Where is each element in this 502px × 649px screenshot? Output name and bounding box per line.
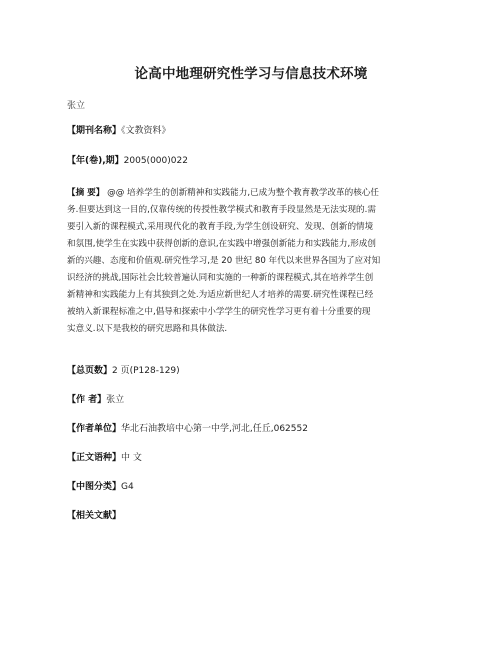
- author-field: [67, 395, 124, 406]
- author-name: 张立: [67, 101, 86, 111]
- classification-field: [67, 482, 134, 493]
- author-label: 【作 者】: [67, 395, 107, 405]
- year-field: [67, 156, 188, 167]
- abstract-line: 务.但要达到这一目的,仅靠传统的传授性教学模式和教育手段显然是无法实现的.需: [67, 205, 376, 215]
- abstract-line: 识经济的挑战,国际社会比较普遍认同和实施的一种新的课程模式,其在培养学生创: [67, 273, 374, 283]
- abstract-line: 实意义.以下是我校的研究思路和具体做法.: [67, 324, 228, 334]
- abstract-line: 和氛围,使学生在实践中获得创新的意识,在实践中增强创新能力和实践能力,形成创: [67, 239, 376, 249]
- journal-value: 《文教资料》: [121, 126, 171, 136]
- classification-label: 【中图分类】: [67, 482, 122, 492]
- document-title: 论高中地理研究性学习与信息技术环境: [134, 66, 368, 82]
- affiliation-field: [67, 424, 308, 435]
- year-label: 【年(卷),期】: [67, 156, 124, 166]
- abstract-line: 【摘 要】 @@ 培养学生的创新精神和实践能力,已成为整个教育教学改革的核心任: [67, 188, 379, 198]
- abstract-line: 新的兴趣、态度和价值观.研究性学习,是 20 世纪 80 年代以来世界各国为了应对知: [67, 256, 381, 266]
- pages-value: 2 页(P128-129): [112, 366, 180, 376]
- related-label: 【相关文献】: [67, 511, 122, 521]
- journal-label: 【期刊名称】: [67, 126, 122, 136]
- abstract-line: 新精神和实践能力上有其独到之处.为适应新世纪人才培养的需要.研究性课程已经: [67, 290, 374, 300]
- classification-value: G4: [121, 482, 134, 492]
- pages-field: [67, 366, 180, 377]
- affiliation-value: 华北石油教培中心第一中学,河北,任丘,062552: [121, 424, 308, 434]
- language-value: 中 文: [121, 453, 142, 463]
- abstract-line: 被纳入新课程标准之中,倡导和探索中小学学生的研究性学习更有着十分重要的现: [67, 307, 371, 317]
- affiliation-label: 【作者单位】: [67, 424, 122, 434]
- author-value: 张立: [106, 395, 125, 405]
- pages-label: 【总页数】: [67, 366, 113, 376]
- abstract-line: 要引入新的课程模式,采用现代化的教育手段,为学生创设研究、发现、创新的情境: [67, 222, 374, 232]
- journal-field: [67, 126, 171, 137]
- abstract-block: [67, 185, 437, 338]
- abstract-label: 【摘 要】: [67, 188, 105, 198]
- language-label: 【正文语种】: [67, 453, 122, 463]
- language-field: [67, 453, 142, 464]
- year-value: 2005(000)022: [123, 156, 188, 166]
- related-field: [67, 511, 121, 522]
